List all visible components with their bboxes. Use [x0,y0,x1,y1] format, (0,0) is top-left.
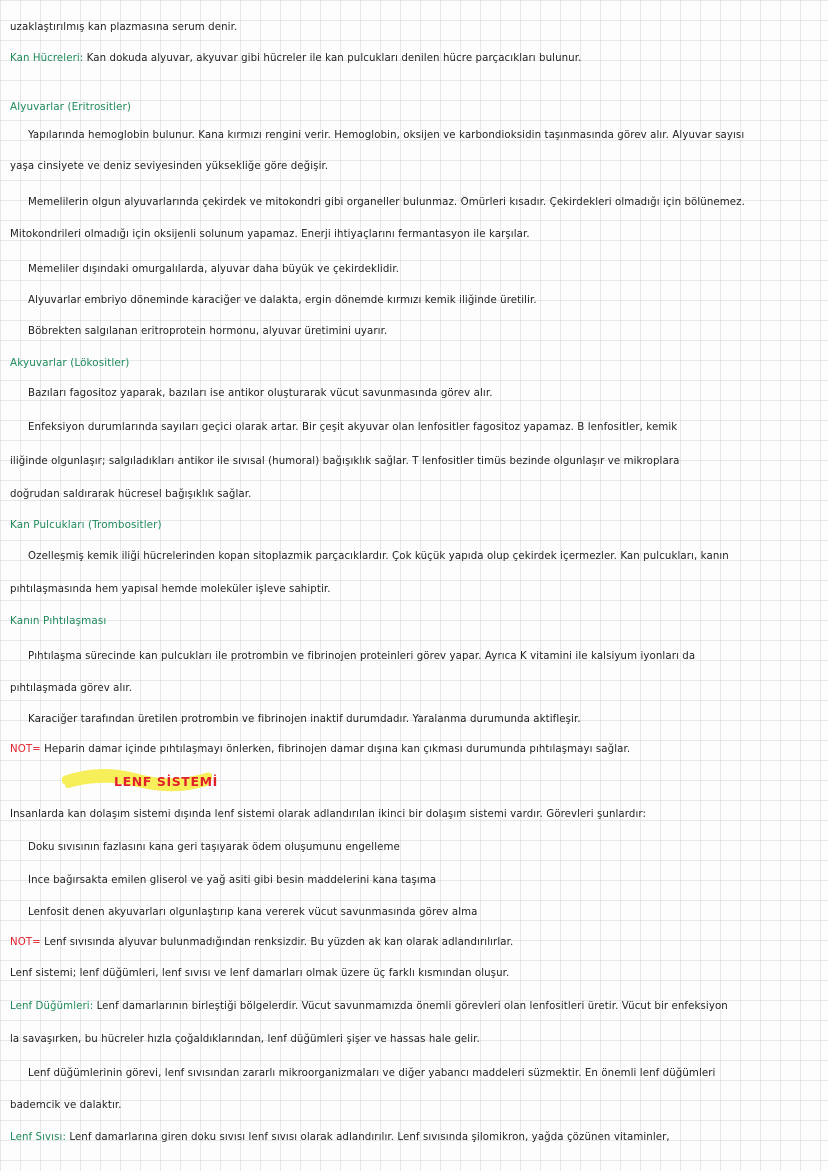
kan-hucreleri-paragraph [10,52,820,66]
text-line: uzaklaştırılmış kan plazmasına serum denir. [10,22,238,33]
bullet-item: Yapılarında hemoglobin bulunur. Kana kırmızı rengini verir. Hemoglobin, oksijen ve karbondioksidin taşınmasında görev alır. Alyuvar sayısı [28,129,820,143]
bullet-item: Memeliler dışındaki omurgalılarda, alyuvar daha büyük ve çekirdeklidir. [28,263,820,277]
note-label: NOT= [10,744,41,755]
kan-hucreleri-text: Kan dokuda alyuvar, akyuvar gibi hücreler ile kan pulcukları denilen hücre parçacıkları bulunur. [83,53,582,64]
kanin-pihtilasmasi-heading: Kanın Pıhtılaşması [10,615,107,627]
bullet-item: İnce bağırsakta emilen gliserol ve yağ asiti gibi besin maddelerini kana taşıma [28,874,820,888]
bullet-item: Alyuvarlar embriyo döneminde karaciğer ve dalakta, ergin dönemde kırmızı kemik iliğinde üretilir. [28,294,820,308]
lenf-sivisi-paragraph [10,1131,820,1145]
text-line: pıhtılaşmasında hem yapısal hemde moleküler işleve sahiptir. [10,584,331,595]
bullet-item: Enfeksiyon durumlarında sayıları geçici olarak artar. Bir çeşit akyuvar olan lenfositler fagositoz yapamaz. B lenfositler, kemik [28,421,820,435]
note-label: NOT= [10,937,41,948]
bullet-item: Doku sıvısının fazlasını kana geri taşıyarak ödem oluşumunu engelleme [28,841,820,855]
text-line: bademcik ve dalaktır. [10,1100,122,1111]
text-line: İnsanlarda kan dolaşım sistemi dışında lenf sistemi olarak adlandırılan ikinci bir dolaşım sistemi vardır. Görevleri şunlardır: [10,809,647,820]
kan-hucreleri-label: Kan Hücreleri: [10,53,84,64]
lenf-sistemi-title: LENF SİSTEMİ [114,774,218,789]
lenf-sivisi-text: Lenf damarlarına giren doku sıvısı lenf sıvısı olarak adlandırılır. Lenf sıvısında şilomikron, yağda çözünen vitaminler, [65,1132,670,1143]
bullet-item: Böbrekten salgılanan eritroprotein hormonu, alyuvar üretimini uyarır. [28,325,820,339]
text-line: Memelilerin olgun alyuvarlarında çekirdek ve mitokondri gibi organeller bulunmaz. Ömürleri kısadır. Çekirdekleri olmadığı için bölünemez. [28,197,745,208]
akyuvarlar-heading: Akyuvarlar (Lökositler) [10,357,130,369]
lenf-dugumleri-text: Lenf damarlarının birleştiği bölgelerdir. Vücut savunmamızda önemli görevleri olan lenfositleri üretir. Vücut bir enfeksiyon [93,1001,728,1012]
note-text: Heparin damar içinde pıhtılaşmayı önlerken, fibrinojen damar dışına kan çıkması durumunda pıhtılaşmayı sağlar. [40,744,631,755]
text-line: yaşa cinsiyete ve deniz seviyesinden yüksekliğe göre değişir. [10,161,329,172]
bullet-item: Bazıları fagositoz yaparak, bazıları ise antikor oluşturarak vücut savunmasında görev alır. [28,387,820,401]
lenf-dugumleri-label: Lenf Düğümleri: [10,1001,94,1012]
note-line [10,743,820,757]
bullet-item: Lenfosit denen akyuvarları olgunlaştırıp kana vererek vücut savunmasında görev alma [28,906,820,920]
kan-pulcuklari-heading: Kan Pulcukları (Trombositler) [10,519,162,531]
lenf-sivisi-label: Lenf Sıvısı: [10,1132,66,1143]
text-line: pıhtılaşmada görev alır. [10,683,133,694]
text-line: Lenf sistemi; lenf düğümleri, lenf sıvısı ve lenf damarları olmak üzere üç farklı kısmından oluşur. [10,968,510,979]
text-line: la savaşırken, bu hücreler hızla çoğaldıklarından, lenf düğümleri şişer ve hassas hale gelir. [10,1034,480,1045]
note-line [10,936,820,950]
lenf-sistemi-title-block [62,764,218,798]
bullet-item: Karaciğer tarafından üretilen protrombin ve fibrinojen inaktif durumdadır. Yaralanma durumunda aktifleşir. [28,713,820,727]
lenf-dugumleri-paragraph [10,1000,820,1014]
bullet-item: Özelleşmiş kemik iliği hücrelerinden kopan sitoplazmik parçacıklardır. Çok küçük yapıda olup çekirdek içermezler. Kan pulcukları, kanın [28,550,820,564]
text-line: Mitokondrileri olmadığı için oksijenli solunum yapamaz. Enerji ihtiyaçlarını fermantasyon ile karşılar. [10,229,530,240]
bullet-item: Pıhtılaşma sürecinde kan pulcukları ile protrombin ve fibrinojen proteinleri görev yapar. Ayrıca K vitamini ile kalsiyum iyonları da [28,650,820,664]
note-text: Lenf sıvısında alyuvar bulunmadığından renksizdir. Bu yüzden ak kan olarak adlandırılırlar. [40,937,514,948]
bullet-item: Lenf düğümlerinin görevi, lenf sıvısından zararlı mikroorganizmaları ve diğer yabancı maddeleri süzmektir. En önemli lenf düğümleri [28,1067,820,1081]
alyuvarlar-heading: Alyuvarlar (Eritrositler) [10,101,132,113]
text-line: doğrudan saldırarak hücresel bağışıklık sağlar. [10,489,252,500]
text-line: iliğinde olgunlaşır; salgıladıkları antikor ile sıvısal (humoral) bağışıklık sağlar. T lenfositler timüs bezinde olgunlaşır ve mikroplara [10,456,680,467]
